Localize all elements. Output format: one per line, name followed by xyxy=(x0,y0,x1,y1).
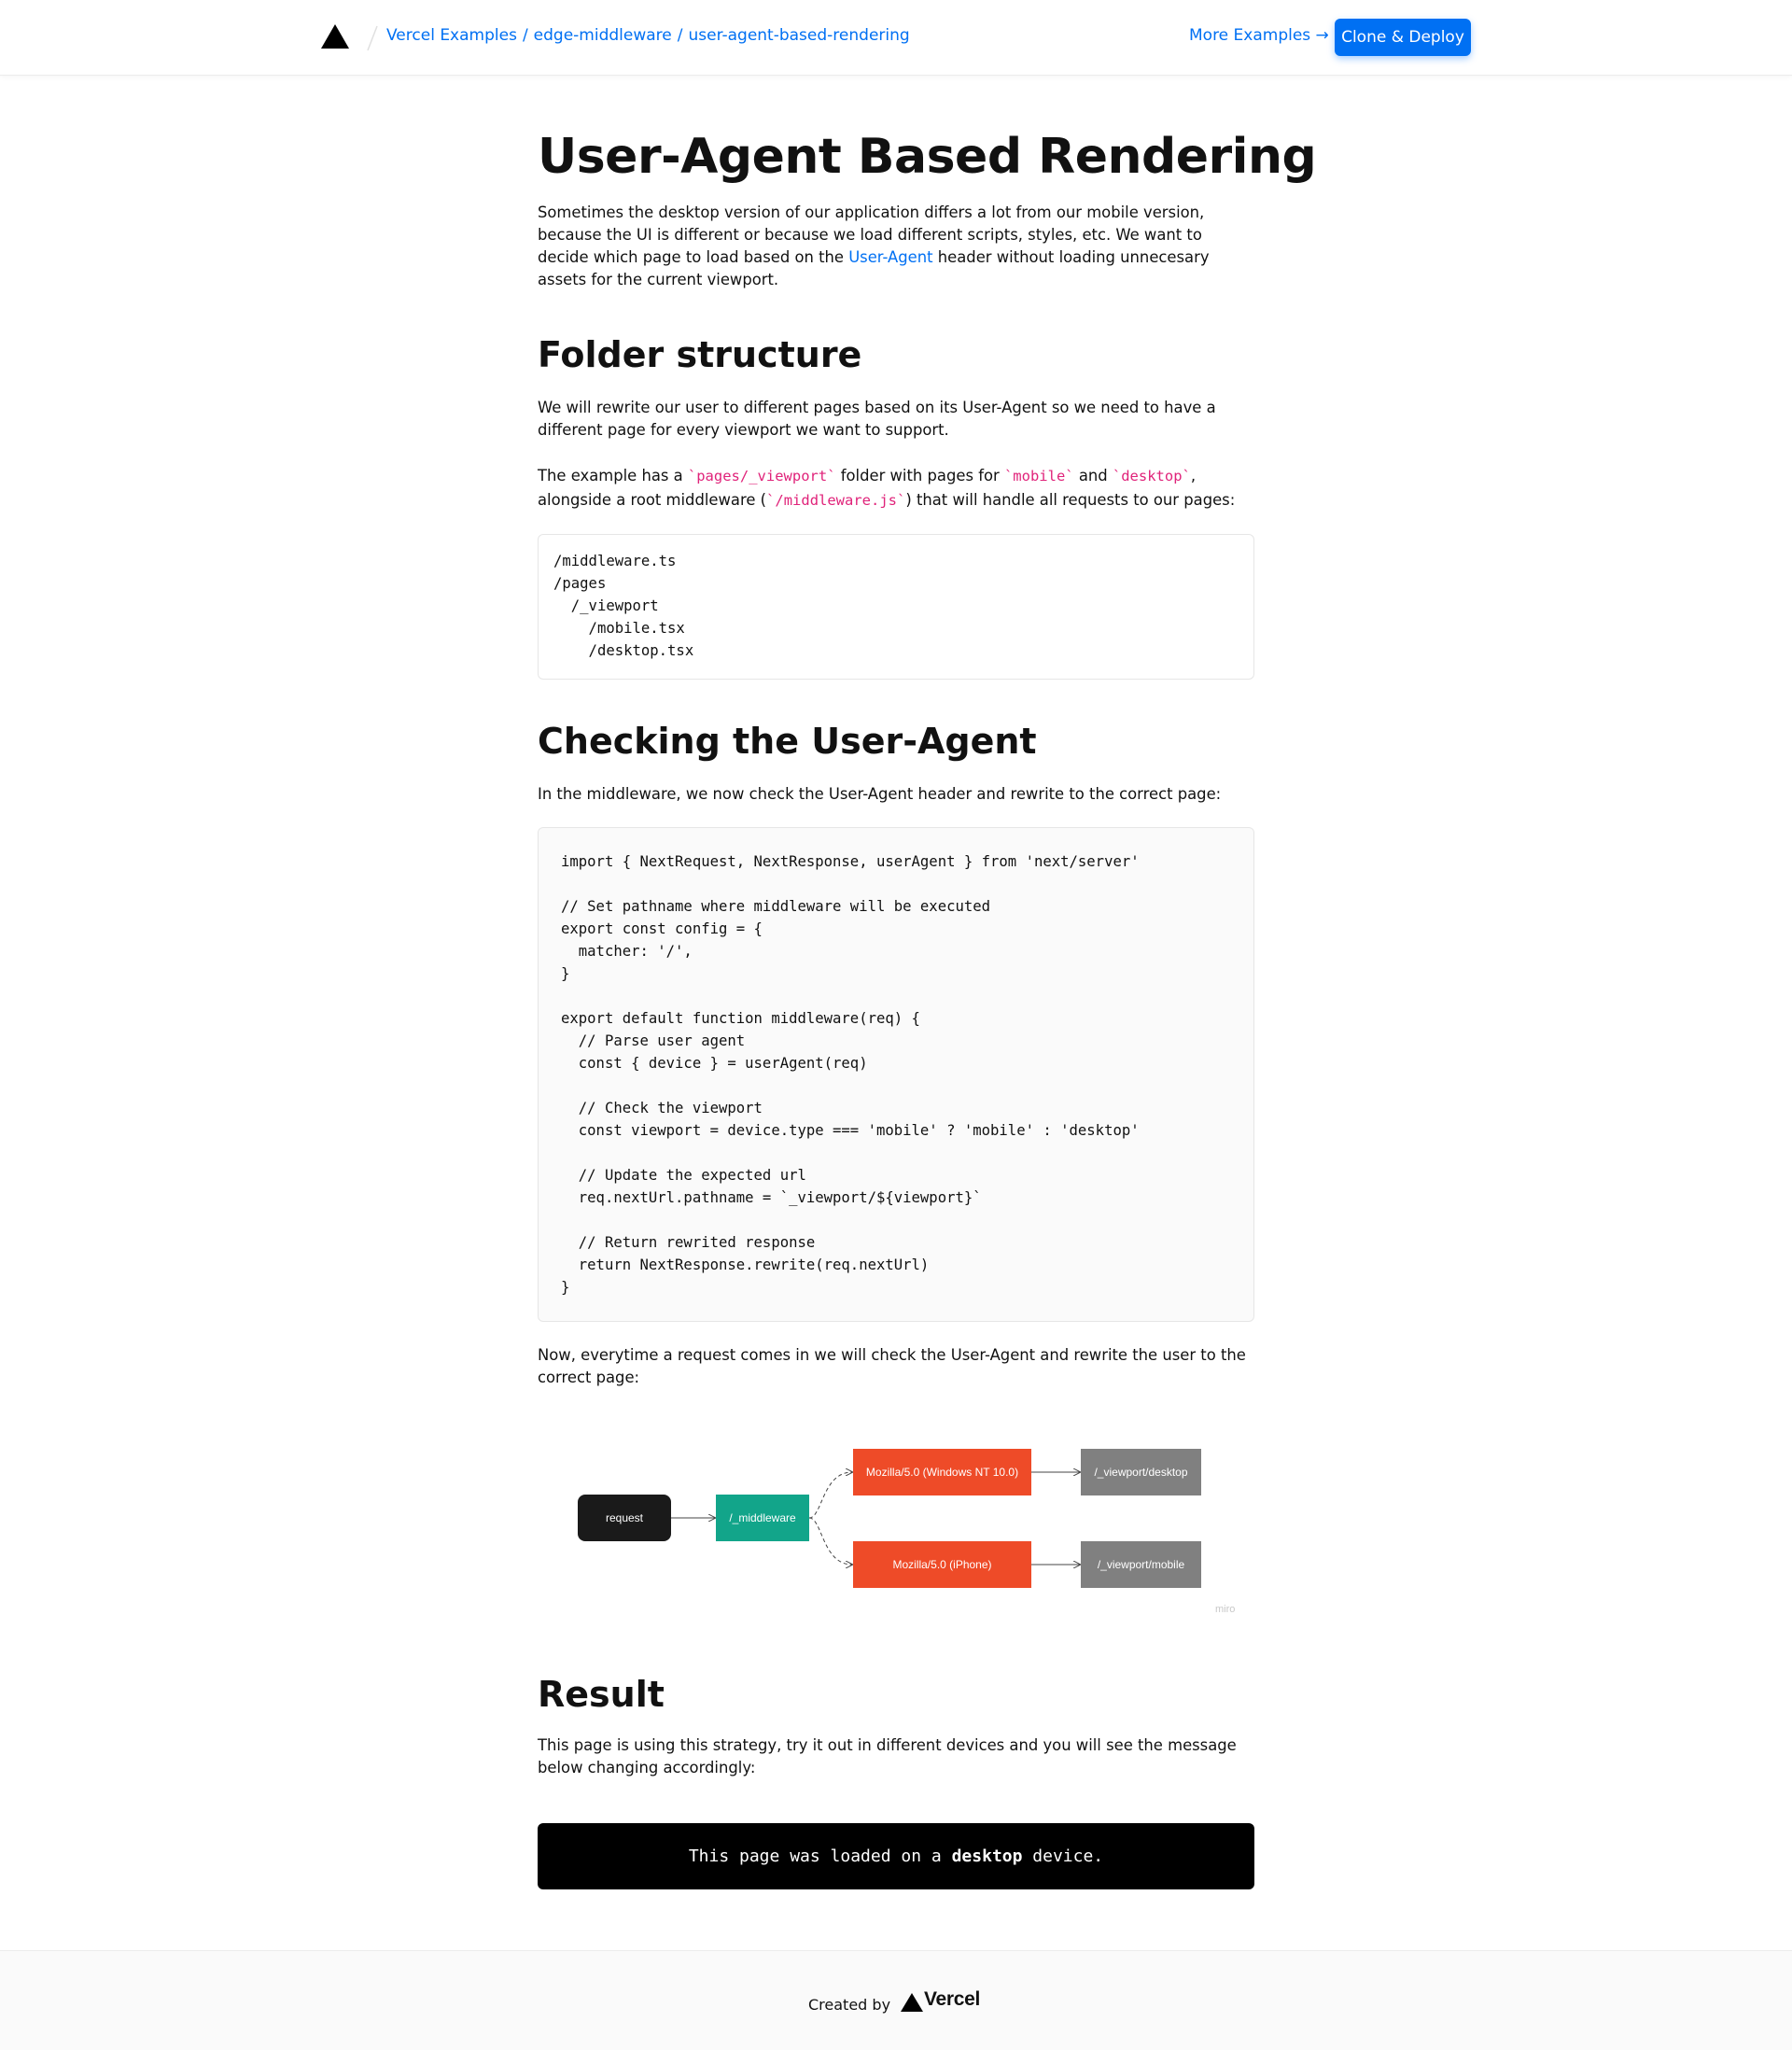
intro-paragraph xyxy=(538,202,1254,291)
breadcrumb-edge-middleware[interactable]: edge-middleware xyxy=(533,26,672,45)
node-ua-mobile: Mozilla/5.0 (iPhone) xyxy=(853,1541,1031,1588)
vercel-brand-link[interactable]: Vercel xyxy=(924,1988,981,2010)
vercel-logo-icon[interactable] xyxy=(321,24,349,49)
text: The example has a xyxy=(538,467,688,484)
folder-paragraph-1: We will rewrite our user to different pages based on its User-Agent so we need to have a different page for every viewport we want to support. xyxy=(538,399,1216,439)
checking-heading: Checking the User-Agent xyxy=(538,721,1037,762)
vercel-footer-logo-icon[interactable] xyxy=(901,1993,923,2012)
arrow-middleware-mobile xyxy=(809,1518,852,1565)
banner-prefix: This page was loaded on a xyxy=(688,1846,952,1866)
breadcrumb-separator: / xyxy=(522,26,528,45)
node-middleware: /_middleware xyxy=(716,1495,809,1541)
result-heading: Result xyxy=(538,1674,665,1715)
inline-code-middleware: `/middleware.js` xyxy=(766,492,906,509)
intro-text: Sometimes the desktop version of our application differs a lot from our mobile version, because the UI is different or because we load different scripts, styles, etc. We want to decide which page to load based on the xyxy=(538,204,1205,266)
device-type: desktop xyxy=(951,1846,1023,1866)
node-ua-desktop: Mozilla/5.0 (Windows NT 10.0) xyxy=(853,1449,1031,1495)
breadcrumb-user-agent-based-rendering[interactable]: user-agent-based-rendering xyxy=(688,26,910,45)
text: ) that will handle all requests to our pages: xyxy=(905,491,1236,509)
flow-diagram xyxy=(538,1428,1254,1624)
page-title: User-Agent Based Rendering xyxy=(538,129,1317,185)
folder-tree-code-block xyxy=(538,534,1254,680)
folder-paragraph-2 xyxy=(538,464,1254,512)
checking-paragraph-1: In the middleware, we now check the User-Agent header and rewrite to the correct page: xyxy=(538,785,1222,803)
folder-structure-heading: Folder structure xyxy=(538,334,862,375)
inline-code-mobile: `mobile` xyxy=(1003,468,1074,484)
node-request: request xyxy=(578,1495,671,1541)
miro-watermark: miro xyxy=(1215,1604,1236,1615)
checking-paragraph-2: Now, everytime a request comes in we will check the User-Agent and rewrite the user to the correct page: xyxy=(538,1346,1246,1386)
text: folder with pages for xyxy=(835,467,1004,484)
middleware-code-block xyxy=(538,827,1254,1322)
more-examples-link[interactable]: More Examples → xyxy=(1189,26,1329,45)
node-dest-desktop: /_viewport/desktop xyxy=(1081,1449,1201,1495)
inline-code-desktop: `desktop` xyxy=(1112,468,1191,484)
text: , alongside a root middleware ( xyxy=(538,467,1197,509)
created-by-text: Created by xyxy=(808,1996,891,2014)
node-dest-mobile: /_viewport/mobile xyxy=(1081,1541,1201,1588)
folder-tree-code: /middleware.ts /pages /_viewport /mobile.tsx /desktop.tsx xyxy=(553,553,694,659)
intro-text-end: header without loading unnecesary assets for the current viewport. xyxy=(538,248,1210,288)
top-bar xyxy=(0,0,1792,76)
device-result-banner xyxy=(538,1823,1254,1889)
middleware-code: import { NextRequest, NextResponse, userAgent } from 'next/server' // Set pathname where middleware will be executed export const config = { matcher: '/', } export default function middleware(req) { // Parse user agent const { device } = userAgent(req) // Check the viewport const viewport = device.type === 'mobile' ? 'mobile' : 'desktop' // Update the expected url req.nextUrl.pathname = `_viewport/${viewport}` // Return rewrited response return NextResponse.rewrite(req.nextUrl) } xyxy=(561,853,1140,1296)
clone-deploy-button[interactable]: Clone & Deploy xyxy=(1335,19,1471,56)
banner-suffix: device. xyxy=(1022,1846,1104,1866)
breadcrumb-vercel-examples[interactable]: Vercel Examples xyxy=(386,26,517,45)
footer xyxy=(0,1950,1792,2050)
breadcrumb xyxy=(386,26,910,45)
breadcrumb-separator: / xyxy=(677,26,683,45)
inline-code-pages-viewport: `pages/_viewport` xyxy=(687,468,836,484)
user-agent-link[interactable]: User-Agent xyxy=(848,248,933,266)
result-paragraph: This page is using this strategy, try it out in different devices and you will see the message below changing accordingly: xyxy=(538,1736,1237,1776)
text: and xyxy=(1073,467,1113,484)
divider-slash-icon xyxy=(366,24,379,52)
arrow-middleware-desktop xyxy=(809,1472,852,1518)
